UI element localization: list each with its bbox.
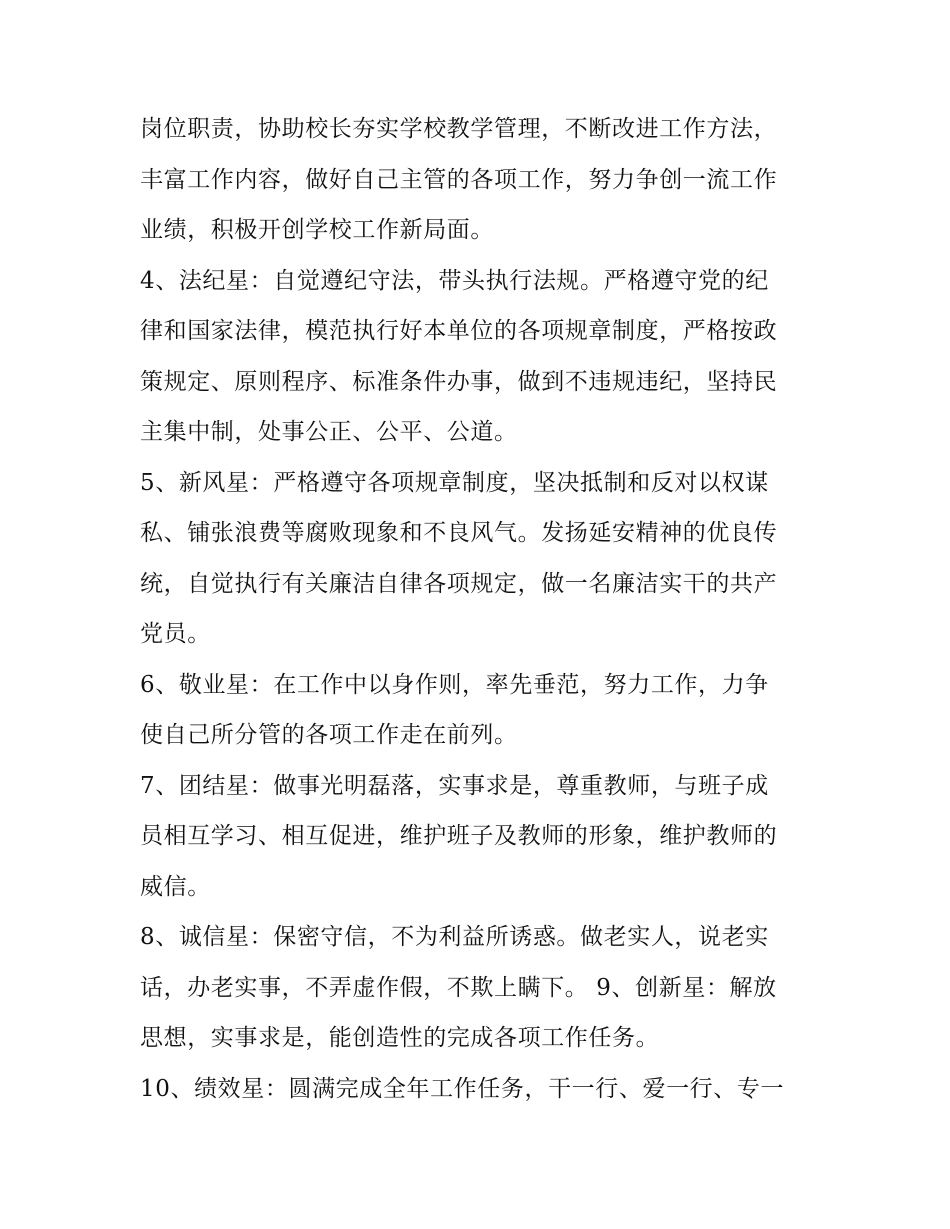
text-line: 统，自觉执行有关廉洁自律各项规定，做一名廉洁实干的共产: [140, 570, 778, 597]
text-line: 10、绩效星：圆满完成全年工作任务，干一行、爱一行、专一: [140, 1075, 785, 1102]
text-line: 律和国家法律，模范执行好本单位的各项规章制度，严格按政: [140, 318, 778, 344]
text-line: 威信。: [140, 873, 211, 900]
text-line: 主集中制，处事公正、公平、公道。: [140, 419, 518, 445]
text-line: 私、铺张浪费等腐败现象和不良风气。发扬延安精神的优良传: [140, 520, 778, 546]
text-line: 话，办老实事，不弄虚作假，不欺上瞒下。 9、创新星：解放: [140, 974, 777, 1001]
text-line: 员相互学习、相互促进，维护班子及教师的形象，维护教师的: [140, 823, 778, 849]
text-line: 6、敬业星：在工作中以身作则，率先垂范，努力工作，力争: [140, 671, 769, 698]
document-body: [140, 104, 830, 1114]
text-line: 策规定、原则程序、标准条件办事，做到不违规违纪，坚持民: [140, 368, 778, 395]
text-line: 思想，实事求是，能创造性的完成各项工作任务。: [140, 1025, 660, 1051]
text-line: 5、新风星：严格遵守各项规章制度，坚决抵制和反对以权谋: [140, 469, 769, 496]
text-line: 8、诚信星：保密守信，不为利益所诱惑。做老实人，说老实: [140, 924, 769, 950]
text-line: 7、团结星：做事光明磊落，实事求是，尊重教师，与班子成: [140, 772, 769, 799]
text-line: 4、法纪星：自觉遵纪守法，带头执行法规。严格遵守党的纪: [140, 267, 769, 294]
text-line: 党员。: [140, 621, 211, 647]
text-line: 使自己所分管的各项工作走在前列。: [140, 722, 518, 748]
text-line: 岗位职责，协助校长夯实学校教学管理，不断改进工作方法，: [140, 116, 778, 142]
text-line: 业绩，积极开创学校工作新局面。: [140, 217, 494, 243]
text-line: 丰富工作内容，做好自己主管的各项工作，努力争创一流工作: [140, 166, 778, 193]
